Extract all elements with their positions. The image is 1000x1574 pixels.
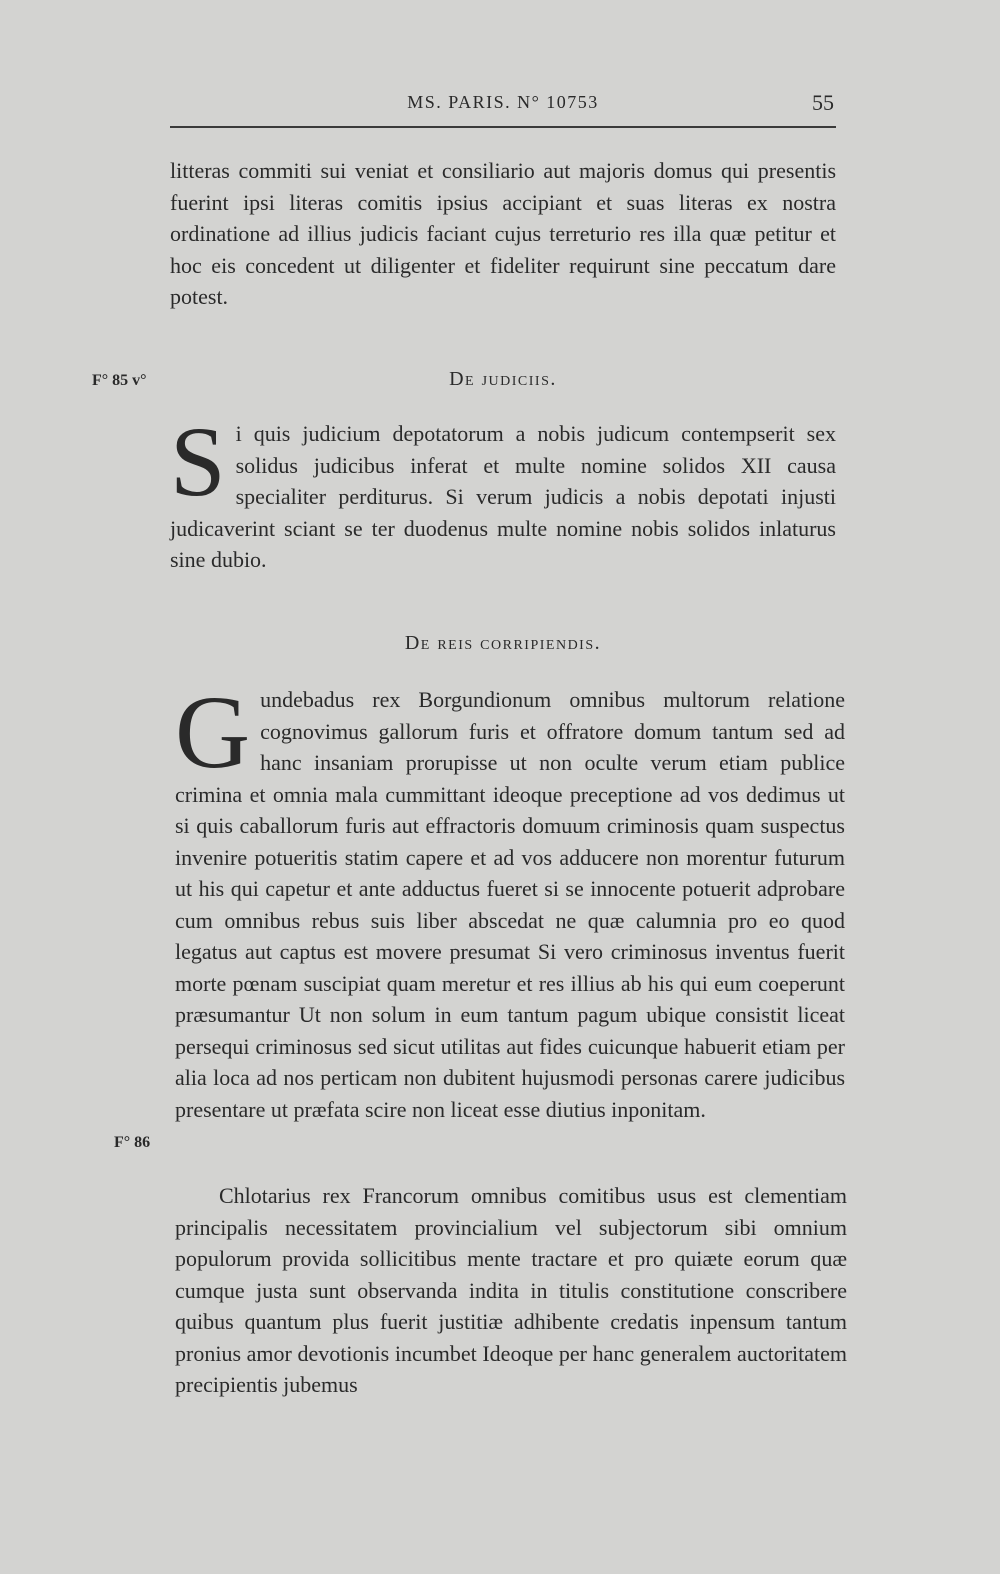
dropcap-s: S xyxy=(170,406,226,517)
paragraph-2 xyxy=(170,406,836,576)
running-title: MS. PARIS. N° 10753 xyxy=(407,92,599,112)
paragraph-3-text: undebadus rex Borgundionum omnibus multorum relatione cognovimus gallorum furis et offratore domum tantum sed ad hanc insaniam prorupisse ut non oculte verum etiam publice crimina et omnia mala cummittant ideoque preceptione ad vos dedimus ut si quis caballorum furis aut effractoris domuum criminosis quam suspectus invenire potueritis statim capere et ad vos adducere non morentur futurum ut his qui capetur et ante adductus fueret si se innocente potuerit adprobare cum omnibus rebus suis liber abscedat ne quæ calumnia pro eo quod legatus aut captus est movere presumat Si vero criminosus inventus fuerit morte pœnam suscipiat quam meretur et res illius ab his qui eum coeperunt præsumantur Ut non solum in eum tantum pagum ubique consistit liceat persequi criminosus sed sicut utilitas aut fides cuicunque habuerit etiam per alia loca ad nos perticam non dubitent hujusmodi personas carere judicibus presentare ut præfata scire non liceat esse diutius inponitam. xyxy=(175,687,845,1122)
paragraph-1: litteras commiti sui veniat et consiliario aut majoris domus qui presentis fuerint ipsi literas comitis ipsius accipiant et suas literas ex nostra ordinatione ad illius judicis faciant cujus terreturio res illa quæ petitur et hoc eis concedent ut diligenter et fideliter requirunt sine peccatum dare potest. xyxy=(170,158,836,309)
paragraph-3 xyxy=(175,675,845,1125)
heading-de-reis-corripiendis: De reis corripiendis. xyxy=(404,632,602,654)
heading-de-judiciis: De judiciis. xyxy=(449,368,557,390)
page-header xyxy=(170,92,836,128)
page-number: 55 xyxy=(812,90,834,115)
paragraph-4: Chlotarius rex Francorum omnibus comitibus usus est clementiam principalis necessitatem provincialium vel subjectorum sibi omnium populorum provida sollicitibus mente tractare et pro quiæte eorum quæ cumque justa sunt observanda indita in titulis constitutione conscribere quibus quantum plus fuerit justitiæ adhibente credatis inpensum tantum pronius amor devotionis incumbet Ideoque per hanc generalem auctoritatem precipientis jubemus xyxy=(175,1183,847,1397)
paragraph-2-text: i quis judicium depotatorum a nobis judicum contempserit sex solidus judicibus inferat et multe nomine solidos XII causa specialiter perditurus. Si verum judicis a nobis depotati injusti judicaverint sciant se ter duodenus multe nomine nobis solidos inlaturus sine dubio. xyxy=(170,421,836,572)
dropcap-g: G xyxy=(175,675,251,790)
folio-note-85v: F° 85 v° xyxy=(92,372,147,389)
folio-note-86: F° 86 xyxy=(114,1134,151,1151)
